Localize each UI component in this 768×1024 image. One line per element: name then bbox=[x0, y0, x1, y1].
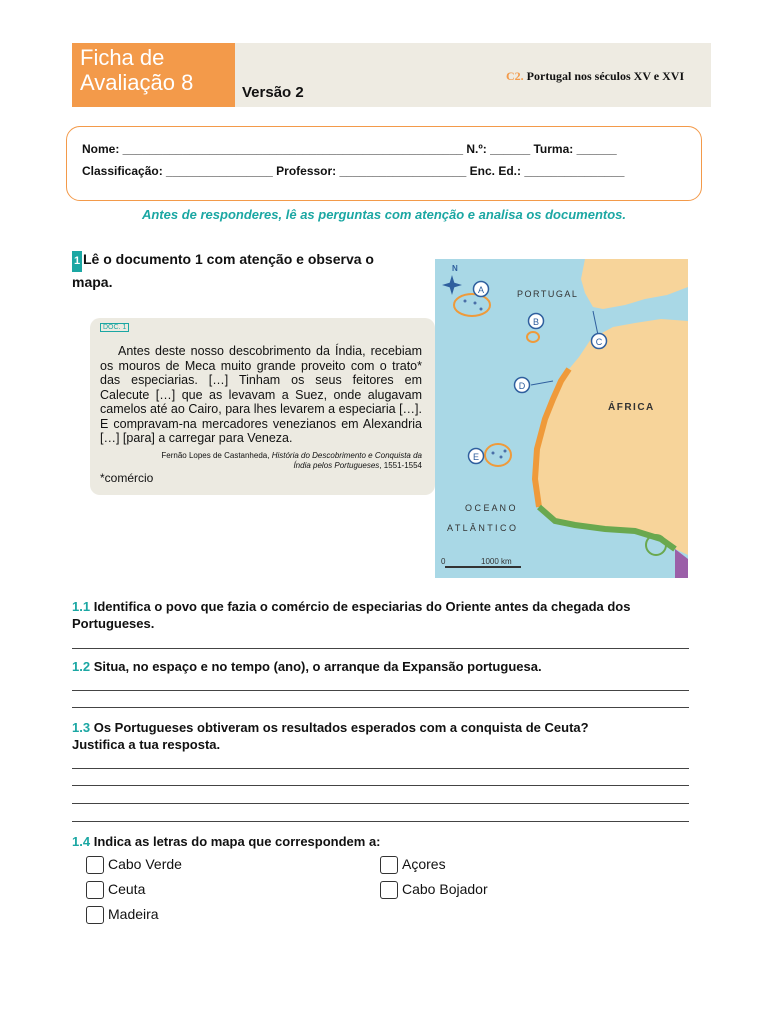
option-label: Cabo Bojador bbox=[402, 881, 488, 897]
marker-b[interactable] bbox=[529, 314, 544, 329]
answer-line[interactable] bbox=[72, 803, 689, 804]
marker-e-label: E bbox=[472, 452, 480, 462]
question-1 bbox=[72, 249, 417, 293]
question-1-number: 1 bbox=[72, 251, 82, 272]
answer-line[interactable] bbox=[72, 768, 689, 769]
option-ceuta[interactable] bbox=[86, 881, 145, 899]
option-acores[interactable] bbox=[380, 856, 446, 874]
checkbox[interactable] bbox=[86, 881, 104, 899]
answer-line[interactable] bbox=[72, 690, 689, 691]
option-label: Cabo Verde bbox=[108, 856, 182, 872]
question-1-1-number: 1.1 bbox=[72, 599, 91, 614]
label-africa: ÁFRICA bbox=[608, 402, 655, 413]
document-text: Antes deste nosso descobrimento da Índia, recebiam os mouros de Meca muito grande proveito com o trato* das especiarias. […] Tinham os seus feitores em Calecute […] que as levavam a Suez, onde alugavam camelos até ao Cairo, para lhes levarem a especiaria […]. E compravam-na mercadores venezianos em Alexandria […] [para] a carregar para Veneza. bbox=[100, 344, 422, 445]
scale-1000: 1000 km bbox=[481, 557, 512, 566]
source-year: , 1551-1554 bbox=[379, 461, 422, 470]
option-label: Ceuta bbox=[108, 881, 146, 897]
marker-d-label: D bbox=[518, 381, 526, 391]
question-1-4-text: Indica as letras do mapa que correspondem a: bbox=[93, 834, 381, 849]
chapter-title: Portugal nos séculos XV e XVI bbox=[526, 69, 685, 83]
marker-e[interactable] bbox=[469, 449, 484, 464]
option-label: Madeira bbox=[108, 906, 159, 922]
label-portugal: PORTUGAL bbox=[517, 289, 579, 299]
question-1-4 bbox=[72, 833, 712, 850]
question-1-1 bbox=[72, 598, 712, 632]
document-tag: DOC. 1 bbox=[100, 323, 129, 332]
document-source bbox=[150, 451, 422, 471]
worksheet-title bbox=[72, 43, 235, 107]
answer-line[interactable] bbox=[72, 707, 689, 708]
marker-c-label: C bbox=[595, 337, 603, 347]
answer-line[interactable] bbox=[72, 785, 689, 786]
instruction-text: Antes de responderes, lê as perguntas com atenção e analisa os documentos. bbox=[141, 207, 627, 222]
marker-d[interactable] bbox=[515, 378, 530, 393]
source-title: História do Descobrimento e Conquista da Índia pelos Portugueses bbox=[271, 451, 422, 470]
student-info-line-2[interactable]: Classificação: ________________ Professor: ___________________ Enc. Ed.: _______________ bbox=[82, 164, 625, 178]
option-cabo-verde[interactable] bbox=[86, 856, 182, 874]
question-1-1-text-1: Identifica o povo que fazia o comércio de especiarias do Oriente antes da chegada dos bbox=[93, 599, 631, 614]
version-label: Versão 2 bbox=[242, 84, 304, 101]
student-info-line-1[interactable]: Nome: ___________________________________________________ N.º: ______ Turma: ______ bbox=[82, 142, 617, 156]
chapter-code: C2. bbox=[506, 69, 524, 83]
option-cabo-bojador[interactable] bbox=[380, 881, 488, 899]
label-ocean-2: A T L Â N T I C O bbox=[447, 523, 517, 533]
title-line-1: Ficha de bbox=[80, 45, 165, 70]
answer-line[interactable] bbox=[72, 648, 689, 649]
checkbox[interactable] bbox=[380, 856, 398, 874]
question-1-2 bbox=[72, 658, 712, 675]
question-1-text: Lê o documento 1 com atenção e observa o mapa. bbox=[72, 251, 374, 290]
north-label: N bbox=[452, 264, 458, 273]
question-1-4-number: 1.4 bbox=[72, 834, 91, 849]
question-1-2-number: 1.2 bbox=[72, 659, 91, 674]
source-author: Fernão Lopes de Castanheda, bbox=[161, 451, 270, 460]
question-1-3-number: 1.3 bbox=[72, 720, 91, 735]
question-1-3 bbox=[72, 719, 712, 753]
checkbox[interactable] bbox=[86, 856, 104, 874]
marker-a[interactable] bbox=[474, 282, 489, 297]
option-madeira[interactable] bbox=[86, 906, 159, 924]
scale-zero: 0 bbox=[441, 557, 446, 566]
question-1-2-text: Situa, no espaço e no tempo (ano), o arranque da Expansão portuguesa. bbox=[93, 659, 542, 674]
expansion-map bbox=[435, 259, 688, 578]
question-1-3-text-2: Justifica a tua resposta. bbox=[72, 737, 221, 752]
checkbox[interactable] bbox=[380, 881, 398, 899]
label-ocean-1: O C E A N O bbox=[465, 503, 516, 513]
document-footnote: *comércio bbox=[100, 471, 154, 485]
marker-c[interactable] bbox=[592, 334, 607, 349]
question-1-1-text-2: Portugueses. bbox=[72, 616, 155, 631]
option-label: Açores bbox=[402, 856, 446, 872]
title-line-2: Avaliação 8 bbox=[80, 70, 194, 95]
answer-line[interactable] bbox=[72, 821, 689, 822]
question-1-3-text-1: Os Portugueses obtiveram os resultados esperados com a conquista de Ceuta? bbox=[93, 720, 589, 735]
marker-a-label: A bbox=[477, 285, 485, 295]
chapter-label bbox=[506, 69, 684, 84]
marker-b-label: B bbox=[532, 317, 540, 327]
checkbox[interactable] bbox=[86, 906, 104, 924]
